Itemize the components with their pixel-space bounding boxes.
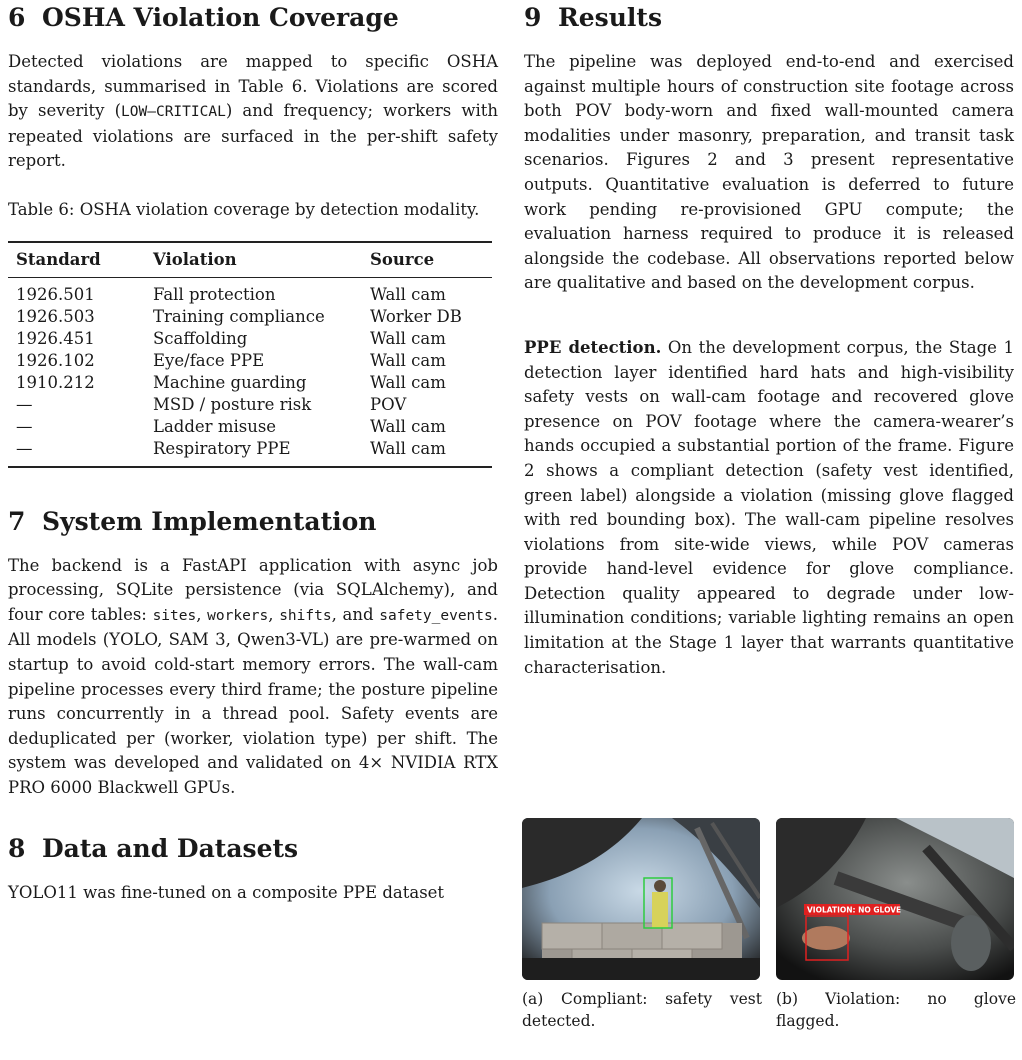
separator: , xyxy=(196,604,208,624)
osha-coverage-table xyxy=(8,241,492,468)
table-row xyxy=(8,328,492,350)
table-row xyxy=(8,350,492,372)
cell-violation: Fall protection xyxy=(153,284,276,304)
figure-a-caption: (a) Compliant: safety vest detected. xyxy=(522,990,762,1030)
cell-standard: 1926.451 xyxy=(16,328,95,348)
table-name-workers: workers xyxy=(207,607,269,624)
table-row xyxy=(8,372,492,394)
section-6-text-b: ) and frequency; workers with repeated violations are surfaced in the per-shift safety report. xyxy=(8,101,499,171)
violation-label-text: VIOLATION: NO GLOVE xyxy=(807,905,902,915)
violation-scene-svg xyxy=(776,818,1014,980)
ppe-detection-lead: PPE detection. xyxy=(524,337,662,357)
cell-standard: — xyxy=(16,438,33,458)
figure-panel-a xyxy=(522,818,762,1032)
section-6-paragraph xyxy=(8,50,498,174)
cell-violation: Scaffolding xyxy=(153,328,248,348)
section-7-heading xyxy=(8,506,498,538)
section-9-number: 9 xyxy=(524,3,542,32)
section-6-number: 6 xyxy=(8,3,26,32)
table-row xyxy=(8,394,492,416)
table-6-caption: Table 6: OSHA violation coverage by detection modality. xyxy=(8,199,480,219)
compliant-scene-svg xyxy=(522,818,760,980)
section-6-heading xyxy=(8,2,498,34)
cell-standard: — xyxy=(16,416,33,436)
table-name-safety-events: safety_events xyxy=(379,607,493,624)
section-7-paragraph xyxy=(8,554,498,801)
table-row xyxy=(8,306,492,328)
figure-b-caption: (b) Violation: no glove flagged. xyxy=(776,990,1016,1030)
cell-violation: Eye/face PPE xyxy=(153,350,265,370)
separator: , xyxy=(268,604,280,624)
cell-standard: 1926.503 xyxy=(16,306,95,326)
ppe-detection-paragraph xyxy=(524,336,1014,680)
table-name-shifts: shifts xyxy=(279,607,332,624)
table-name-sites: sites xyxy=(152,607,197,624)
section-9-title: Results xyxy=(558,3,663,32)
section-7-title: System Implementation xyxy=(42,506,377,536)
cell-violation: Ladder misuse xyxy=(153,416,277,436)
cell-violation: Training compliance xyxy=(153,306,325,326)
section-9-paragraph: The pipeline was deployed end-to-end and exercised against multiple hours of construction site footage across both POV body-worn and fixed wall-mounted camera modalities under masonry, preparation, and transit task scenarios. Figures 2 and 3 present representative outputs. Quantitative evaluation is deferred to future work pending re-provisioned GPU compute; the evaluation harness required to produce it is released alongside the codebase. All observations reported below are qualitative and based on the development corpus. xyxy=(524,52,1014,293)
compliant-detection-image xyxy=(522,818,760,980)
cell-standard: 1926.501 xyxy=(16,284,95,304)
table-header-row xyxy=(8,242,492,278)
table-header-violation: Violation xyxy=(153,249,237,269)
table-header-source: Source xyxy=(370,249,435,269)
section-8-paragraph: YOLO11 was fine-tuned on a composite PPE dataset xyxy=(8,882,445,902)
section-9-heading xyxy=(524,2,1014,34)
separator: , and xyxy=(331,604,380,624)
ppe-detection-body: On the development corpus, the Stage 1 detection layer identified hard hats and high-visibility safety vests on wall-cam footage and recovered glove presence on POV footage where the camera-wearer’s hands occupied a substantial portion of the frame. Figure 2 shows a compliant detection (safety vest identified, green label) alongside a violation (missing glove flagged with red bounding box). The wall-cam pipeline resolves violations from site-wide views, while POV cameras provide hand-level evidence for glove compliance. Detection quality appeared to degrade under low-illumination conditions; variable lighting remains an open limitation at the Stage 1 layer that warrants quantitative characterisation. xyxy=(524,337,1014,677)
table-header-standard: Standard xyxy=(16,249,101,269)
section-7-text-b: . All models (YOLO, SAM 3, Qwen3-VL) are pre-warmed on startup to avoid cold-start memory errors. The wall-cam pipeline processes every third frame; the posture pipeline runs concurrently in a thread pool. Safety events are deduplicated per (worker, violation type) per shift. The system was developed and validated on 4× NVIDIA RTX PRO 6000 Blackwell GPUs. xyxy=(8,604,498,797)
cell-source: Wall cam xyxy=(370,328,446,348)
violation-detection-image xyxy=(776,818,1014,980)
table-row xyxy=(8,416,492,438)
cell-source: Wall cam xyxy=(370,284,446,304)
cell-source: POV xyxy=(370,394,407,414)
cell-source: Wall cam xyxy=(370,416,446,436)
cell-standard: 1910.212 xyxy=(16,372,95,392)
cell-standard: — xyxy=(16,394,33,414)
cell-violation: MSD / posture risk xyxy=(153,394,312,414)
table-row xyxy=(8,277,492,306)
cell-violation: Respiratory PPE xyxy=(153,438,291,458)
cell-source: Wall cam xyxy=(370,372,446,392)
right-column xyxy=(524,0,1014,680)
left-column xyxy=(8,0,498,905)
figure-panel-b xyxy=(776,818,1016,1032)
cell-violation: Machine guarding xyxy=(153,372,307,392)
section-8-number: 8 xyxy=(8,833,26,863)
cell-standard: 1926.102 xyxy=(16,350,95,370)
section-6-title: OSHA Violation Coverage xyxy=(42,3,399,32)
table-row xyxy=(8,438,492,467)
section-8-heading xyxy=(8,833,498,865)
section-7-text-a: The backend is a FastAPI application with async job processing, SQLite persistence (via SQLAlchemy), and four core tables: xyxy=(8,555,498,624)
section-8-title: Data and Datasets xyxy=(42,833,299,863)
cell-source: Wall cam xyxy=(370,350,446,370)
cell-source: Wall cam xyxy=(370,438,446,458)
severity-range-code: LOW–CRITICAL xyxy=(121,104,226,121)
cell-source: Worker DB xyxy=(370,306,462,326)
section-7-number: 7 xyxy=(8,506,26,536)
section-6-text-a: Detected violations are mapped to specific OSHA standards, summarised in Table 6. Violations are scored by severity ( xyxy=(8,52,498,121)
